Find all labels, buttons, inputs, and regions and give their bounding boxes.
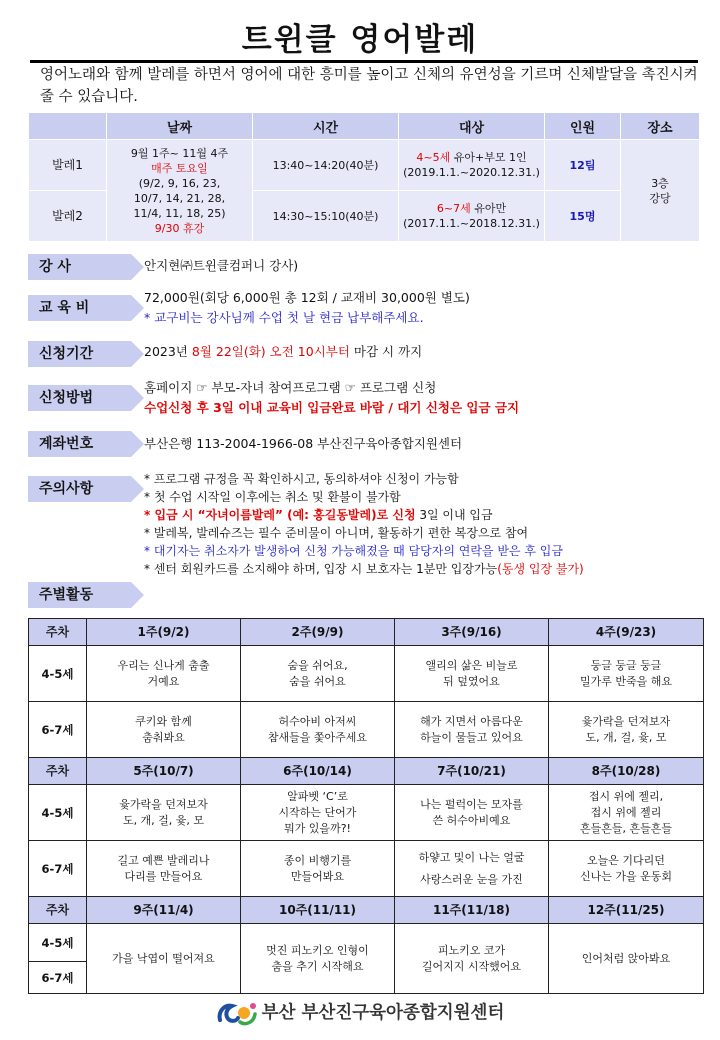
time-ballet2: 14:30~15:10(40분) [253,191,399,242]
activity-line: 둥글 둥글 둥글 [590,658,662,672]
activity-line: 허수아비 아저씨 [278,714,357,728]
target-ballet2 [399,191,545,242]
week-header: 3주(9/16) [395,619,549,646]
activity-line: 알파벳 ‘C’로 [287,789,348,803]
activity-line: 쓴 허수아비예요 [432,813,511,827]
age-label: 4-5세 [29,646,87,702]
week-header: 11주(11/18) [395,897,549,924]
footer [0,998,720,1028]
activity-line: 사랑스러운 눈을 가진 [420,872,523,886]
activity-cell [87,785,241,841]
notice-red: * 입금 시 “자녀이름발레” (예: 홍길동발레)로 신청 [144,508,416,522]
intro-text: 영어노래와 함께 발레를 하면서 영어에 대한 흥미를 높이고 신체의 유연성을 기르며 신체발달을 촉진시켜줄 수 있습니다. [40,67,698,105]
target-age: 4~5세 [416,151,451,164]
activity-cell [87,924,241,994]
week-header: 4주(9/23) [549,619,704,646]
date-cell [107,140,253,242]
target-birth: (2019.1.1.~2020.12.31.) [403,166,540,179]
activity-cell [549,785,704,841]
activity-cell [241,924,395,994]
activity-line: 피노키오 코가 [437,943,506,957]
activity-cell [87,841,241,897]
target-ballet1 [399,140,545,191]
activity-cell [241,646,395,702]
date-holiday: 9/30 휴강 [154,221,205,235]
activity-line: 다리를 만들어요 [124,869,203,883]
activity-line: 숨을 쉬어요 [289,674,346,688]
notice-label: 주의사항 [28,476,131,502]
activity-line: 멋진 피노키오 인형이 [266,943,369,957]
activity-line: 쿠키와 함께 [135,714,192,728]
time-ballet1: 13:40~14:20(40분) [253,140,399,191]
activity-cell [549,841,704,897]
activity-line: 종이 비행기를 [283,853,352,867]
page-title: 트윈클 영어발레 [241,22,479,58]
activity-line: 길고 예쁜 발레리나 [117,853,210,867]
place-line: 3층 [651,176,669,190]
activity-cell [241,841,395,897]
notice-red: (동생 입장 불가) [497,562,584,576]
target-age: 6~7세 [436,202,471,215]
header-target: 대상 [399,113,545,140]
notice-item [144,506,704,524]
weekly-table [28,618,704,994]
week-col-label: 주차 [29,619,87,646]
notice-pre: * 센터 회원카드를 소지해야 하며, 입장 시 보호자는 1분만 입장가능 [144,562,498,576]
activity-line: 인어처럼 앉아봐요 [581,951,671,965]
target-birth: (2017.1.1.~2018.12.31.) [403,217,540,230]
activity-line: 춤을 추기 시작해요 [271,959,364,973]
week-header: 12주(11/25) [549,897,704,924]
count-ballet1: 12팀 [545,140,621,191]
header-count: 인원 [545,113,621,140]
method-line2: 수업신청 후 3일 이내 교육비 입금완료 바람 / 대기 신청은 입금 금지 [144,400,520,415]
fee-note: * 교구비는 강사님께 수업 첫 날 현금 납부해주세요. [144,310,424,325]
week-header: 1주(9/2) [87,619,241,646]
activity-line: 숨을 쉬어요, [287,658,348,672]
activity-cell [549,702,704,758]
activity-cell [241,785,395,841]
place-cell [621,140,700,242]
place-line: 강당 [649,191,671,205]
period-pre: 2023년 [144,344,192,359]
fee-text: 72,000원(회당 6,000원 총 12회 / 교재비 30,000원 별도) [144,290,470,305]
week-header: 8주(10/28) [549,758,704,785]
activity-line: 흔들흔들, 흔들흔들 [579,821,672,835]
activity-line: 윷가락을 던져보자 [581,714,671,728]
week-header: 5주(10/7) [87,758,241,785]
activity-cell [87,702,241,758]
fee-block [144,288,704,328]
activity-line: 도, 개, 걸, 윷, 모 [585,730,667,744]
activity-cell [87,646,241,702]
target-rest: 유아만 [470,202,507,215]
account-label: 계좌번호 [28,431,131,457]
count-ballet2: 15명 [545,191,621,242]
method-label: 신청방법 [28,385,131,411]
title-underline [30,60,698,63]
activity-line: 신나는 가을 운동회 [579,869,672,883]
activity-line: 거예요 [147,674,180,688]
activity-cell [241,702,395,758]
notice-item: * 첫 수업 시작일 이후에는 취소 및 환불이 불가함 [144,490,401,504]
activity-cell [395,924,549,994]
week-header: 7주(10/21) [395,758,549,785]
method-block [144,378,704,418]
week-header: 10주(11/11) [241,897,395,924]
date-line: 9월 1주~ 11월 4주 [130,146,229,160]
activity-line: 도, 개, 걸, 윷, 모 [122,813,205,827]
activity-cell [395,702,549,758]
age-label: 6-7세 [29,962,87,994]
notice-item: * 발레복, 발레슈즈는 필수 준비물이 아니며, 활동하기 편한 복장으로 참여 [144,526,529,540]
week-header: 2주(9/9) [241,619,395,646]
target-rest: 유아+부모 1인 [450,151,527,164]
activity-cell [395,785,549,841]
period-label: 신청기간 [28,341,131,367]
activity-line: 뒤 덮였어요 [443,674,500,688]
activity-line: 뭐가 있을까?! [284,821,351,835]
activity-cell [549,646,704,702]
period-post: 마감 시 까지 [349,344,423,359]
activity-cell [395,646,549,702]
schedule-corner [29,113,107,140]
activity-line: 우리는 신나게 춤출 [117,658,210,672]
activity-line: 만들어봐요 [290,869,345,883]
activity-cell [395,841,549,897]
activity-line: 참새들을 쫓아주세요 [267,730,368,744]
activity-line: 해가 지면서 아름다운 [420,714,523,728]
notice-block [144,470,704,578]
instructor-text: 안지현㈜트윈클컴퍼니 강사) [144,258,299,273]
date-line: 10/7, 14, 21, 28, [133,191,226,205]
week-col-label: 주차 [29,758,87,785]
period-date: 8월 22일(화) 오전 10시부터 [191,344,350,359]
notice-item [144,560,704,578]
week-col-label: 주차 [29,897,87,924]
activity-line: 접시 위에 젤리 [590,805,662,819]
activity-line: 하얗고 및이 나는 얼굴 [418,850,525,864]
date-line-red: 매주 토요일 [151,161,208,175]
schedule-table [28,112,700,242]
period-text [144,342,704,362]
header-place: 장소 [621,113,700,140]
age-label: 6-7세 [29,841,87,897]
footer-text: 부산 부산진구육아종합지원센터 [261,1003,505,1023]
method-line1: 홈페이지 ☞ 부모-자녀 참여프로그램 ☞ 프로그램 신청 [144,380,437,395]
activity-cell [549,924,704,994]
activity-line: 오늘은 기다리던 [587,853,665,867]
notice-item: * 프로그램 규정을 꼭 확인하시고, 동의하셔야 신청이 가능함 [144,472,459,486]
header-date: 날짜 [107,113,253,140]
age-label: 4-5세 [29,785,87,841]
age-label: 4-5세 [29,924,87,962]
header-time: 시간 [253,113,399,140]
date-line: (9/2, 9, 16, 23, [138,176,221,190]
notice-post: 3일 이내 입금 [415,508,493,522]
activity-line: 밀가루 반죽을 해요 [579,674,672,688]
center-logo-icon [216,998,258,1028]
activity-line: 앨리의 삶은 비늘로 [425,658,518,672]
activity-line: 길어지지 시작했어요 [421,959,522,973]
activity-line: 나는 펄럭이는 모자를 [420,797,523,811]
age-label: 6-7세 [29,702,87,758]
activity-line: 춤춰봐요 [142,730,185,744]
row-label-ballet1: 발레1 [29,140,107,191]
activity-line: 하늘이 물들고 있어요 [420,730,523,744]
activity-line: 접시 위에 젤리, [588,789,664,803]
instructor-label: 강 사 [28,254,131,280]
account-text: 부산은행 113-2004-1966-08 부산진구육아종합지원센터 [144,436,463,451]
week-header: 6주(10/14) [241,758,395,785]
week-header: 9주(11/4) [87,897,241,924]
row-label-ballet2: 발레2 [29,191,107,242]
fee-label: 교 육 비 [28,295,131,321]
activity-line: 시작하는 단어가 [278,805,357,819]
date-line: 11/4, 11, 18, 25) [133,206,226,220]
activity-line: 윷가락을 던져보자 [119,797,208,811]
weekly-label: 주별활동 [28,582,131,608]
notice-item: * 대기자는 취소자가 발생하여 신청 가능해졌을 때 담당자의 연락을 받은 후 입금 [144,544,563,558]
activity-line: 가을 낙엽이 떨어져요 [112,951,215,965]
